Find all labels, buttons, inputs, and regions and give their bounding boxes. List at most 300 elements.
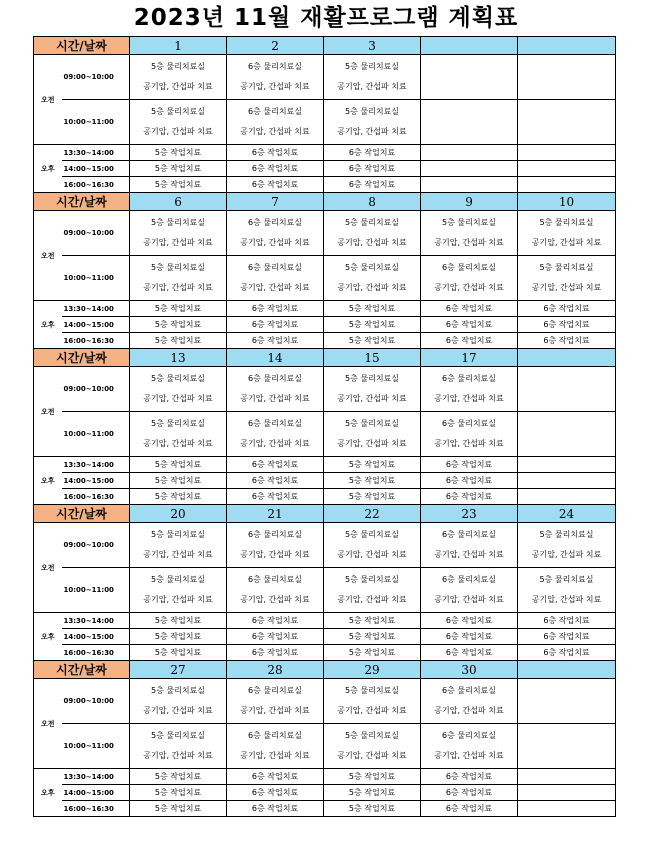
date-header: 27: [130, 661, 227, 679]
schedule-cell: [518, 412, 616, 457]
time-slot: 09:00~10:00: [62, 679, 130, 724]
schedule-cell: [130, 568, 227, 613]
schedule-cell: [518, 145, 616, 161]
schedule-cell: [518, 769, 616, 785]
week-header-row: [34, 505, 616, 523]
am-row: [34, 412, 616, 457]
therapy-type: 공기압, 간섭파 치료: [240, 127, 310, 136]
therapy-room: 6층 물리치료실: [248, 575, 303, 584]
date-header: 30: [421, 661, 518, 679]
therapy-room: 5층 물리치료실: [539, 530, 594, 539]
therapy-type: 공기압, 간섭파 치료: [240, 706, 310, 715]
therapy-type: 공기압, 간섭파 치료: [143, 127, 213, 136]
schedule-cell: [324, 367, 421, 412]
week-header-row: [34, 193, 616, 211]
schedule-cell: 6층 작업치료: [227, 489, 324, 505]
therapy-room: 6층 물리치료실: [248, 686, 303, 695]
therapy-type: 공기압, 간섭파 치료: [143, 439, 213, 448]
schedule-cell: 6층 작업치료: [227, 473, 324, 489]
schedule-cell: [421, 523, 518, 568]
pm-row: [34, 489, 616, 505]
date-header: [421, 37, 518, 55]
schedule-cell: [518, 256, 616, 301]
therapy-room: 5층 물리치료실: [151, 218, 206, 227]
schedule-cell: 5층 작업치료: [324, 333, 421, 349]
am-row: [34, 724, 616, 769]
schedule-cell: [421, 679, 518, 724]
schedule-cell: 5층 작업치료: [130, 457, 227, 473]
schedule-cell: [324, 211, 421, 256]
date-header: 28: [227, 661, 324, 679]
schedule-cell: 5층 작업치료: [324, 457, 421, 473]
pm-row: [34, 177, 616, 193]
therapy-type: 공기압, 간섭파 치료: [434, 439, 504, 448]
schedule-cell: 6층 작업치료: [421, 489, 518, 505]
date-header: 17: [421, 349, 518, 367]
schedule-cell: 6층 작업치료: [227, 457, 324, 473]
week-header-row: [34, 349, 616, 367]
therapy-type: 공기압, 간섭파 치료: [240, 283, 310, 292]
time-slot: 16:00~16:30: [62, 489, 130, 505]
schedule-cell: 6층 작업치료: [227, 801, 324, 817]
schedule-cell: 6층 작업치료: [518, 317, 616, 333]
therapy-room: 5층 물리치료실: [151, 419, 206, 428]
therapy-type: 공기압, 간섭파 치료: [434, 238, 504, 247]
therapy-type: 공기압, 간섭파 치료: [337, 238, 407, 247]
therapy-type: 공기압, 간섭파 치료: [143, 550, 213, 559]
schedule-cell: 6층 작업치료: [421, 801, 518, 817]
pm-row: [34, 301, 616, 317]
schedule-cell: 6층 작업치료: [227, 161, 324, 177]
date-header: 7: [227, 193, 324, 211]
time-slot: 13:30~14:00: [62, 769, 130, 785]
pm-row: [34, 629, 616, 645]
period-label-am: 오전: [34, 679, 62, 769]
therapy-room: 6층 물리치료실: [248, 419, 303, 428]
schedule-cell: 6층 작업치료: [227, 301, 324, 317]
date-header: 15: [324, 349, 421, 367]
time-slot: 14:00~15:00: [62, 317, 130, 333]
time-date-header: 시간/날짜: [34, 193, 130, 211]
schedule-cell: [518, 785, 616, 801]
therapy-type: 공기압, 간섭파 치료: [337, 439, 407, 448]
pm-row: [34, 145, 616, 161]
date-header: 6: [130, 193, 227, 211]
therapy-room: 5층 물리치료실: [151, 530, 206, 539]
period-label-am: 오전: [34, 523, 62, 613]
therapy-room: 5층 물리치료실: [151, 107, 206, 116]
schedule-cell: [227, 55, 324, 100]
schedule-cell: [518, 100, 616, 145]
time-slot: 16:00~16:30: [62, 645, 130, 661]
therapy-type: 공기압, 간섭파 치료: [240, 394, 310, 403]
therapy-room: 6층 물리치료실: [248, 218, 303, 227]
time-slot: 09:00~10:00: [62, 523, 130, 568]
time-slot: 10:00~11:00: [62, 100, 130, 145]
schedule-cell: 5층 작업치료: [324, 769, 421, 785]
date-header: 8: [324, 193, 421, 211]
pm-row: [34, 801, 616, 817]
schedule-cell: [324, 523, 421, 568]
therapy-type: 공기압, 간섭파 치료: [337, 751, 407, 760]
therapy-room: 5층 물리치료실: [151, 374, 206, 383]
time-slot: 10:00~11:00: [62, 256, 130, 301]
date-header: 23: [421, 505, 518, 523]
week-header-row: [34, 661, 616, 679]
schedule-cell: 6층 작업치료: [421, 333, 518, 349]
schedule-cell: 6층 작업치료: [227, 177, 324, 193]
schedule-cell: [421, 367, 518, 412]
schedule-cell: 6층 작업치료: [421, 301, 518, 317]
schedule-cell: 5층 작업치료: [130, 489, 227, 505]
therapy-type: 공기압, 간섭파 치료: [531, 550, 602, 559]
time-slot: 16:00~16:30: [62, 177, 130, 193]
schedule-cell: [518, 55, 616, 100]
time-slot: 09:00~10:00: [62, 211, 130, 256]
time-slot: 10:00~11:00: [62, 568, 130, 613]
schedule-cell: [421, 568, 518, 613]
therapy-room: 6층 물리치료실: [442, 731, 497, 740]
therapy-type: 공기압, 간섭파 치료: [337, 283, 407, 292]
am-row: [34, 256, 616, 301]
therapy-room: 5층 물리치료실: [345, 263, 400, 272]
time-date-header: 시간/날짜: [34, 349, 130, 367]
date-header: 22: [324, 505, 421, 523]
therapy-room: 5층 물리치료실: [345, 731, 400, 740]
schedule-cell: 6층 작업치료: [421, 629, 518, 645]
pm-row: [34, 645, 616, 661]
date-header: 13: [130, 349, 227, 367]
schedule-cell: 5층 작업치료: [324, 645, 421, 661]
therapy-room: 6층 물리치료실: [248, 62, 303, 71]
therapy-room: 5층 물리치료실: [151, 731, 206, 740]
schedule-cell: 6층 작업치료: [421, 317, 518, 333]
schedule-cell: 5층 작업치료: [130, 785, 227, 801]
schedule-cell: 6층 작업치료: [324, 161, 421, 177]
am-row: [34, 55, 616, 100]
pm-row: [34, 473, 616, 489]
time-slot: 09:00~10:00: [62, 55, 130, 100]
therapy-type: 공기압, 간섭파 치료: [240, 82, 310, 91]
therapy-type: 공기압, 간섭파 치료: [337, 82, 407, 91]
pm-row: [34, 333, 616, 349]
therapy-type: 공기압, 간섭파 치료: [240, 595, 310, 604]
schedule-cell: [227, 256, 324, 301]
schedule-cell: [227, 412, 324, 457]
date-header: 1: [130, 37, 227, 55]
schedule-cell: 5층 작업치료: [130, 317, 227, 333]
therapy-room: 5층 물리치료실: [539, 575, 594, 584]
therapy-room: 5층 물리치료실: [151, 62, 206, 71]
schedule-cell: [130, 256, 227, 301]
therapy-room: 6층 물리치료실: [248, 731, 303, 740]
schedule-cell: [421, 161, 518, 177]
therapy-room: 5층 물리치료실: [345, 218, 400, 227]
therapy-type: 공기압, 간섭파 치료: [240, 439, 310, 448]
schedule-cell: [227, 211, 324, 256]
schedule-cell: 6층 작업치료: [421, 785, 518, 801]
schedule-cell: [518, 473, 616, 489]
schedule-cell: 5층 작업치료: [130, 769, 227, 785]
schedule-cell: [518, 724, 616, 769]
therapy-room: 5층 물리치료실: [151, 263, 206, 272]
am-row: [34, 211, 616, 256]
date-header: 24: [518, 505, 616, 523]
schedule-cell: 6층 작업치료: [227, 785, 324, 801]
date-header: 14: [227, 349, 324, 367]
therapy-type: 공기압, 간섭파 치료: [434, 706, 504, 715]
therapy-room: 6층 물리치료실: [248, 107, 303, 116]
therapy-type: 공기압, 간섭파 치료: [143, 394, 213, 403]
date-header: [518, 661, 616, 679]
time-slot: 13:30~14:00: [62, 145, 130, 161]
therapy-type: 공기압, 간섭파 치료: [143, 595, 213, 604]
schedule-cell: [421, 177, 518, 193]
therapy-room: 5층 물리치료실: [345, 107, 400, 116]
time-slot: 14:00~15:00: [62, 161, 130, 177]
therapy-room: 6층 물리치료실: [442, 575, 497, 584]
schedule-cell: 5층 작업치료: [130, 161, 227, 177]
schedule-cell: [227, 568, 324, 613]
schedule-cell: [324, 100, 421, 145]
schedule-cell: 5층 작업치료: [324, 489, 421, 505]
date-header: 20: [130, 505, 227, 523]
schedule-cell: [227, 367, 324, 412]
am-row: [34, 367, 616, 412]
schedule-cell: [518, 801, 616, 817]
schedule-cell: 5층 작업치료: [130, 333, 227, 349]
schedule-cell: [324, 724, 421, 769]
therapy-type: 공기압, 간섭파 치료: [143, 706, 213, 715]
time-slot: 16:00~16:30: [62, 801, 130, 817]
schedule-cell: [421, 55, 518, 100]
therapy-type: 공기압, 간섭파 치료: [531, 238, 602, 247]
schedule-cell: 6층 작업치료: [227, 317, 324, 333]
date-header: 9: [421, 193, 518, 211]
schedule-cell: [518, 161, 616, 177]
schedule-cell: [130, 679, 227, 724]
date-header: [518, 349, 616, 367]
time-slot: 14:00~15:00: [62, 785, 130, 801]
schedule-cell: [324, 412, 421, 457]
schedule-cell: [227, 100, 324, 145]
schedule-cell: [130, 412, 227, 457]
therapy-room: 5층 물리치료실: [345, 62, 400, 71]
schedule-cell: 5층 작업치료: [324, 629, 421, 645]
time-slot: 13:30~14:00: [62, 613, 130, 629]
schedule-cell: 5층 작업치료: [130, 473, 227, 489]
period-label-pm: 오후: [34, 457, 62, 505]
date-header: 3: [324, 37, 421, 55]
schedule-cell: 6층 작업치료: [421, 473, 518, 489]
period-label-pm: 오후: [34, 613, 62, 661]
schedule-cell: 5층 작업치료: [130, 613, 227, 629]
schedule-cell: [227, 523, 324, 568]
therapy-room: 5층 물리치료실: [345, 419, 400, 428]
schedule-cell: [421, 724, 518, 769]
therapy-type: 공기압, 간섭파 치료: [531, 283, 602, 292]
date-header: 2: [227, 37, 324, 55]
pm-row: [34, 317, 616, 333]
schedule-cell: 5층 작업치료: [130, 177, 227, 193]
therapy-room: 5층 물리치료실: [539, 263, 594, 272]
schedule-cell: 5층 작업치료: [324, 785, 421, 801]
therapy-room: 6층 물리치료실: [442, 263, 497, 272]
schedule-cell: [421, 211, 518, 256]
period-label-am: 오전: [34, 367, 62, 457]
therapy-type: 공기압, 간섭파 치료: [240, 550, 310, 559]
time-slot: 13:30~14:00: [62, 301, 130, 317]
schedule-cell: [518, 177, 616, 193]
am-row: [34, 100, 616, 145]
therapy-type: 공기압, 간섭파 치료: [337, 394, 407, 403]
am-row: [34, 523, 616, 568]
schedule-cell: [518, 211, 616, 256]
schedule-cell: 5층 작업치료: [324, 317, 421, 333]
schedule-cell: 6층 작업치료: [421, 645, 518, 661]
period-label-am: 오전: [34, 55, 62, 145]
schedule-cell: [227, 679, 324, 724]
therapy-type: 공기압, 간섭파 치료: [337, 595, 407, 604]
schedule-cell: 6층 작업치료: [518, 645, 616, 661]
therapy-room: 6층 물리치료실: [442, 686, 497, 695]
therapy-room: 5층 물리치료실: [345, 530, 400, 539]
schedule-cell: [421, 100, 518, 145]
schedule-cell: 6층 작업치료: [518, 301, 616, 317]
schedule-cell: 6층 작업치료: [421, 457, 518, 473]
schedule-cell: 5층 작업치료: [130, 801, 227, 817]
schedule-cell: [130, 523, 227, 568]
period-label-pm: 오후: [34, 301, 62, 349]
schedule-cell: 5층 작업치료: [130, 301, 227, 317]
therapy-type: 공기압, 간섭파 치료: [531, 595, 602, 604]
schedule-cell: [324, 256, 421, 301]
schedule-cell: 5층 작업치료: [130, 145, 227, 161]
schedule-cell: 5층 작업치료: [324, 613, 421, 629]
period-label-am: 오전: [34, 211, 62, 301]
schedule-cell: 6층 작업치료: [227, 769, 324, 785]
time-date-header: 시간/날짜: [34, 661, 130, 679]
schedule-table: [33, 36, 616, 817]
therapy-type: 공기압, 간섭파 치료: [434, 394, 504, 403]
therapy-type: 공기압, 간섭파 치료: [143, 238, 213, 247]
schedule-cell: 6층 작업치료: [324, 177, 421, 193]
therapy-room: 6층 물리치료실: [248, 530, 303, 539]
therapy-type: 공기압, 간섭파 치료: [434, 595, 504, 604]
am-row: [34, 679, 616, 724]
schedule-cell: 6층 작업치료: [227, 333, 324, 349]
schedule-cell: 6층 작업치료: [227, 145, 324, 161]
therapy-type: 공기압, 간섭파 치료: [337, 706, 407, 715]
therapy-room: 6층 물리치료실: [442, 374, 497, 383]
pm-row: [34, 457, 616, 473]
pm-row: [34, 613, 616, 629]
schedule-cell: [421, 412, 518, 457]
pm-row: [34, 161, 616, 177]
time-slot: 10:00~11:00: [62, 724, 130, 769]
pm-row: [34, 769, 616, 785]
schedule-cell: 6층 작업치료: [324, 145, 421, 161]
page-title: 2023년 11월 재활프로그램 계획표: [133, 5, 519, 31]
date-header: 29: [324, 661, 421, 679]
week-header-row: [34, 37, 616, 55]
date-header: 21: [227, 505, 324, 523]
schedule-cell: [324, 568, 421, 613]
schedule-cell: 5층 작업치료: [130, 629, 227, 645]
schedule-cell: 6층 작업치료: [227, 629, 324, 645]
time-slot: 13:30~14:00: [62, 457, 130, 473]
therapy-type: 공기압, 간섭파 치료: [240, 238, 310, 247]
therapy-room: 6층 물리치료실: [442, 419, 497, 428]
therapy-room: 5층 물리치료실: [151, 575, 206, 584]
am-row: [34, 568, 616, 613]
therapy-room: 5층 물리치료실: [539, 218, 594, 227]
schedule-cell: 5층 작업치료: [324, 473, 421, 489]
therapy-type: 공기압, 간섭파 치료: [143, 82, 213, 91]
schedule-cell: [324, 679, 421, 724]
therapy-type: 공기압, 간섭파 치료: [434, 751, 504, 760]
schedule-cell: 6층 작업치료: [227, 613, 324, 629]
therapy-type: 공기압, 간섭파 치료: [240, 751, 310, 760]
schedule-cell: 6층 작업치료: [421, 613, 518, 629]
time-slot: 14:00~15:00: [62, 629, 130, 645]
schedule-cell: 5층 작업치료: [130, 645, 227, 661]
schedule-cell: [518, 679, 616, 724]
therapy-type: 공기압, 간섭파 치료: [434, 283, 504, 292]
schedule-cell: [421, 256, 518, 301]
schedule-cell: [227, 724, 324, 769]
schedule-cell: 6층 작업치료: [518, 333, 616, 349]
schedule-cell: [518, 367, 616, 412]
schedule-cell: 5층 작업치료: [324, 301, 421, 317]
schedule-cell: [130, 367, 227, 412]
pm-row: [34, 785, 616, 801]
date-header: [518, 37, 616, 55]
time-slot: 16:00~16:30: [62, 333, 130, 349]
schedule-cell: [130, 211, 227, 256]
schedule-cell: [130, 100, 227, 145]
schedule-cell: 6층 작업치료: [227, 645, 324, 661]
date-header: 10: [518, 193, 616, 211]
therapy-type: 공기압, 간섭파 치료: [143, 751, 213, 760]
schedule-cell: [518, 568, 616, 613]
therapy-type: 공기압, 간섭파 치료: [337, 127, 407, 136]
time-date-header: 시간/날짜: [34, 505, 130, 523]
schedule-cell: [324, 55, 421, 100]
schedule-cell: 6층 작업치료: [518, 629, 616, 645]
schedule-cell: 5층 작업치료: [324, 801, 421, 817]
time-slot: 14:00~15:00: [62, 473, 130, 489]
therapy-room: 6층 물리치료실: [442, 530, 497, 539]
therapy-room: 5층 물리치료실: [345, 575, 400, 584]
time-date-header: 시간/날짜: [34, 37, 130, 55]
period-label-pm: 오후: [34, 145, 62, 193]
therapy-type: 공기압, 간섭파 치료: [143, 283, 213, 292]
period-label-pm: 오후: [34, 769, 62, 817]
schedule-cell: [130, 55, 227, 100]
time-slot: 09:00~10:00: [62, 367, 130, 412]
schedule-cell: [130, 724, 227, 769]
schedule-cell: [518, 523, 616, 568]
therapy-room: 5층 물리치료실: [442, 218, 497, 227]
therapy-type: 공기압, 간섭파 치료: [434, 550, 504, 559]
therapy-type: 공기압, 간섭파 치료: [337, 550, 407, 559]
therapy-room: 5층 물리치료실: [151, 686, 206, 695]
schedule-cell: [518, 457, 616, 473]
schedule-cell: [518, 489, 616, 505]
time-slot: 10:00~11:00: [62, 412, 130, 457]
schedule-cell: 6층 작업치료: [518, 613, 616, 629]
